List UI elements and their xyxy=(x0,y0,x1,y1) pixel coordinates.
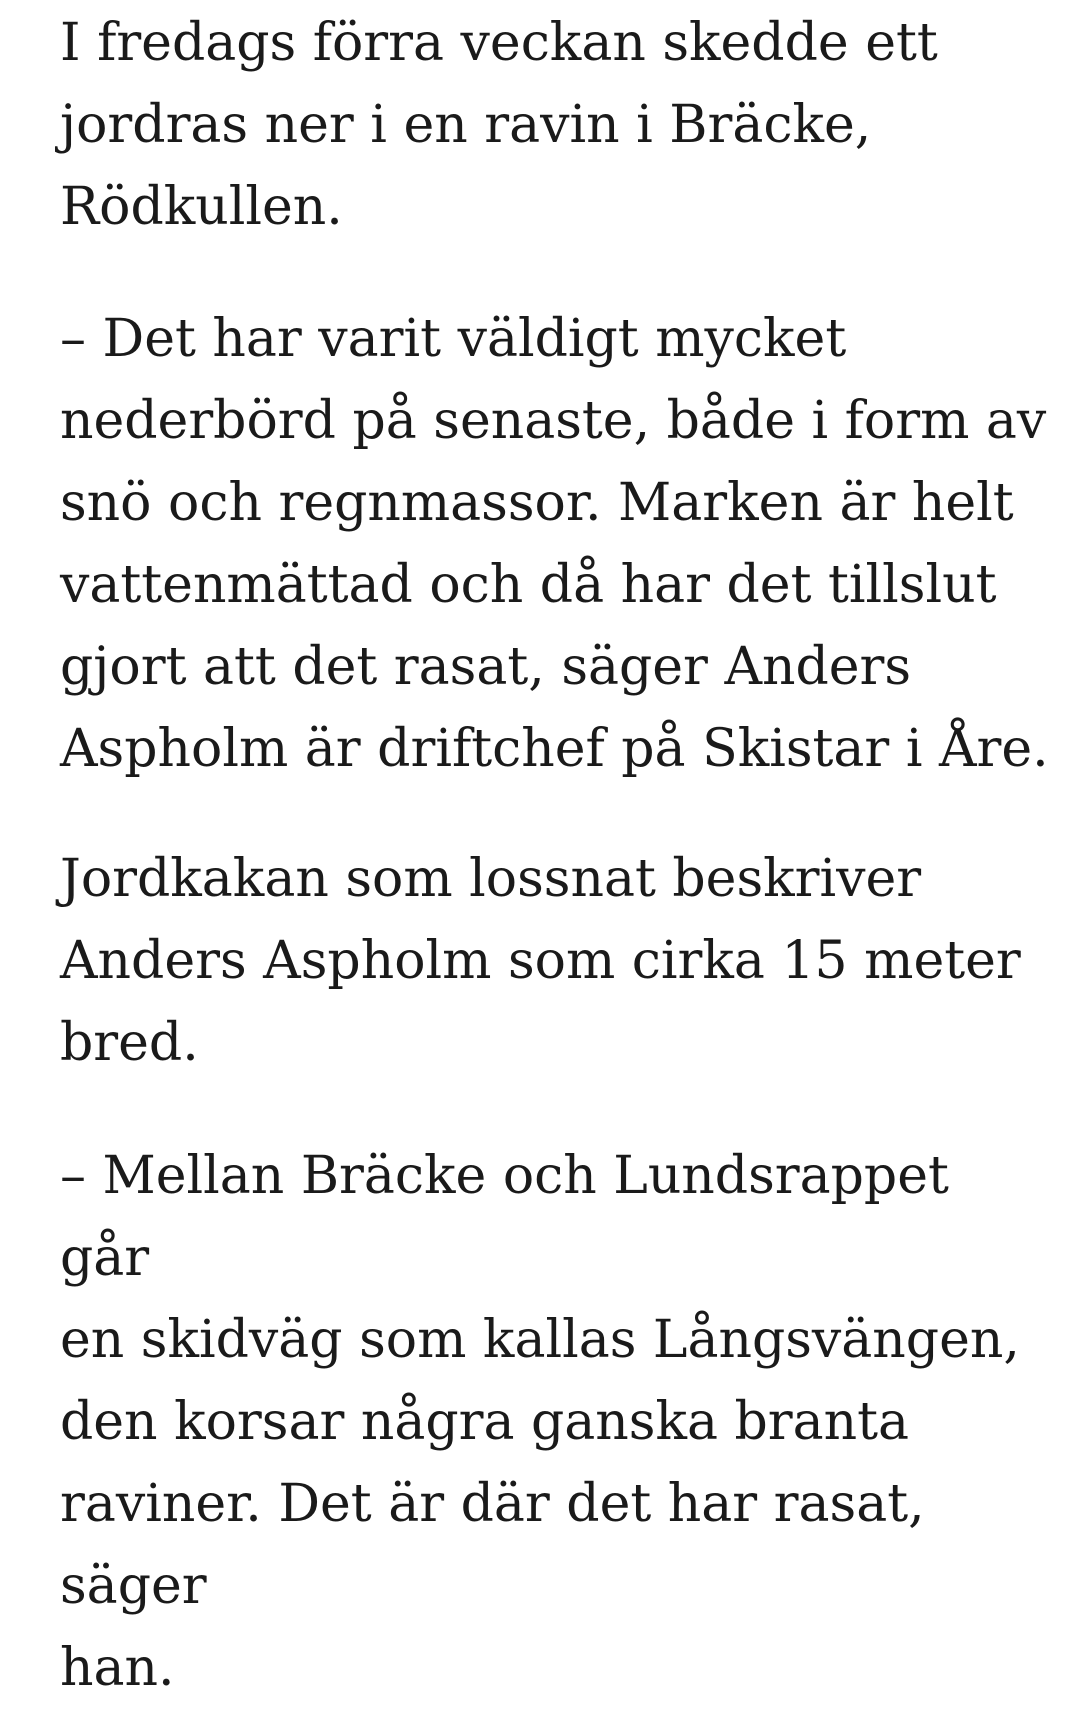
article-quote-paragraph: – Det har varit väldigt mycket nederbörd på senaste, både i form av snö och regnmassor. Marken är helt vattenmättad och då har det tillslut gjort att det rasat, säger Anders Aspholm är driftchef på Skistar i Åre. xyxy=(60,309,1049,779)
article-quote-paragraph: – Mellan Bräcke och Lundsrappet går en skidväg som kallas Långsvängen, den korsar några ganska branta raviner. Det är där det har rasat, säger han. xyxy=(60,1146,1020,1698)
article-paragraph: I fredags förra veckan skedde ett jordras ner i en ravin i Bräcke, Rödkullen. xyxy=(60,13,938,237)
article-paragraph: Jordkakan som lossnat beskriver Anders Aspholm som cirka 15 meter bred. xyxy=(60,849,1021,1073)
